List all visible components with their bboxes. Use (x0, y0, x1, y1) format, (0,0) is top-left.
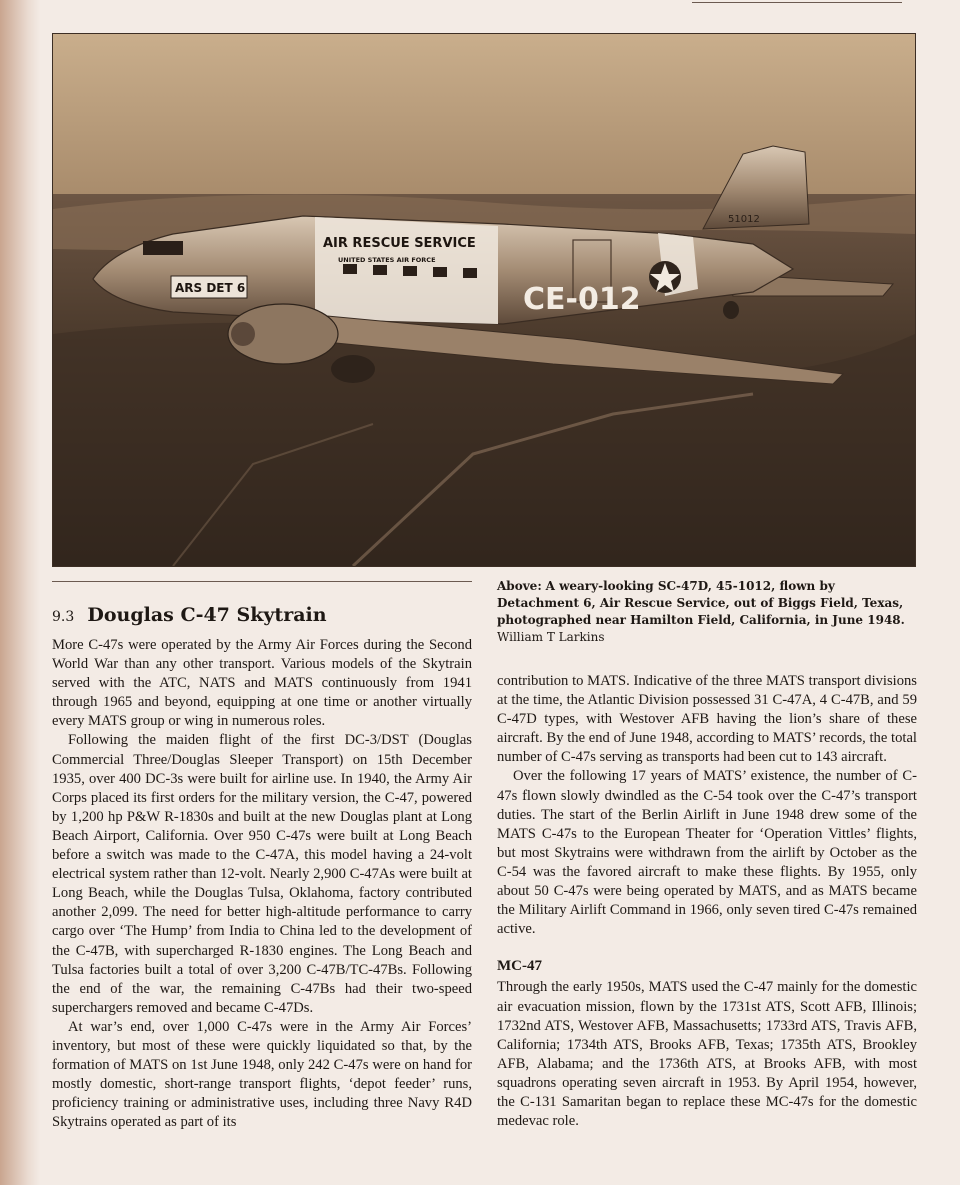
tail-wheel (723, 301, 739, 319)
cockpit-windows (143, 241, 183, 255)
buzz-number: CE-012 (523, 282, 641, 317)
tail-number: 51012 (728, 214, 760, 225)
window (403, 266, 417, 276)
nose-label: ARS DET 6 (175, 281, 246, 295)
caption-text: A weary-looking SC-47D, 45-1012, flown by Detachment 6, Air Rescue Service, out of Biggs Field, Texas, photographed near Hamilton Field, California, in June 1948. (497, 579, 905, 627)
paragraph: More C-47s were operated by the Army Air Forces during the Second World War than any other transport. Various models of the Skytrain served with the ATC, NATS and MATS continuously from 1941 through 1965 and beyond, equipping at one time or another virtually every MATS group or wing in numerous roles. (52, 637, 472, 730)
window (433, 267, 447, 277)
window (343, 264, 357, 274)
window (373, 265, 387, 275)
photo-caption (497, 578, 917, 646)
subheading: MC-47 (497, 958, 542, 975)
fuselage-label: AIR RESCUE SERVICE (323, 236, 476, 251)
caption-lead: Above: (497, 579, 542, 593)
right-column (497, 672, 917, 1131)
paragraph: Over the following 17 years of MATS’ existence, the number of C-47s flown slowly dwindled as the C-54 took over the C-47’s transport duties. The start of the Berlin Airlift in June 1948 drew some of the MATS C-47s to the European Theater for ‘Operation Vittles’ flights, but most Skytrains were withdrawn from the airlift by October as the C-54 was the favored aircraft to make these flights. By 1955, only about 50 C-47s were being operated by MATS, and as MATS became the Military Airlift Command in 1966, only seven tired C-47s remained active. (497, 768, 917, 938)
propeller-hub (231, 322, 255, 346)
section-title: Douglas C-47 Skytrain (87, 604, 327, 626)
caption-credit: William T Larkins (497, 630, 605, 644)
paragraph: contribution to MATS. Indicative of the three MATS transport divisions at the time, the Atlantic Division possessed 31 C-47A, 4 C-47B, and 59 C-47D types, with Westover AFB having the lion’s share of these aircraft. By the end of June 1948, according to MATS’ records, the total number of C-47s serving as transports had been cut to 143 aircraft. (497, 673, 917, 766)
page-edge-shadow (0, 0, 40, 1185)
aircraft-photo (52, 33, 916, 567)
top-rule (692, 2, 902, 3)
fuselage-sublabel: UNITED STATES AIR FORCE (338, 256, 436, 264)
paragraph: At war’s end, over 1,000 C-47s were in the Army Air Forces’ inventory, but most of these were quickly liquidated so that, by the formation of MATS on 1st June 1948, only 242 C-47s were on hand for mostly domestic, short-range transport flights, ‘depot feeder’ runs, proficiency training or administrative uses, including three Navy R4D Skytrains operated as part of its (52, 1018, 472, 1131)
left-column (52, 636, 472, 1132)
section-heading (52, 604, 327, 626)
section-rule (52, 581, 472, 582)
landing-gear (331, 355, 375, 383)
aircraft-illustration (53, 34, 915, 566)
section-number: 9.3 (52, 609, 75, 625)
paragraph: Following the maiden flight of the first DC-3/DST (Douglas Commercial Three/Douglas Sleeper Transport) on 15th December 1935, over 400 DC-3s were built for airline use. In 1940, the Army Air Corps placed its first orders for the military version, the C-47, powered by 1,200 hp P&W R-1830s and built at the new Douglas plant at Long Beach Airport, California. Over 950 C-47s were built at Long Beach before a switch was made to the C-47A, this model having a 24-volt electrical system rather than 12-volt. Nearly 2,900 C-47As were built at Long Beach, while the Douglas Tulsa, Oklahoma, factory contributed another 2,099. The need for better high-altitude performance to carry cargo over ‘The Hump’ from India to China led to the development of the C-47B, with supercharged R-1830 engines. The Long Beach and Tulsa factories built a total of over 3,200 C-47B/TC-47Bs. Following the end of the war, the remaining C-47Bs had their two-speed superchargers removed and became C-47Ds. (52, 732, 472, 1016)
window (463, 268, 477, 278)
paragraph: Through the early 1950s, MATS used the C-47 mainly for the domestic air evacuation mission, flown by the 1731st ATS, Scott AFB, Illinois; 1732nd ATS, Westover AFB, Massachusetts; 1733rd ATS, Travis AFB, California; 1734th ATS, Brooks AFB, Texas; 1735th ATS, Brookley AFB, Alabama; and the 1736th ATS, at Brooks AFB, with most squadrons operating seven aircraft in 1953. By April 1954, however, the C-131 Samaritan began to replace these MC-47s for the domestic medevac role. (497, 979, 917, 1130)
